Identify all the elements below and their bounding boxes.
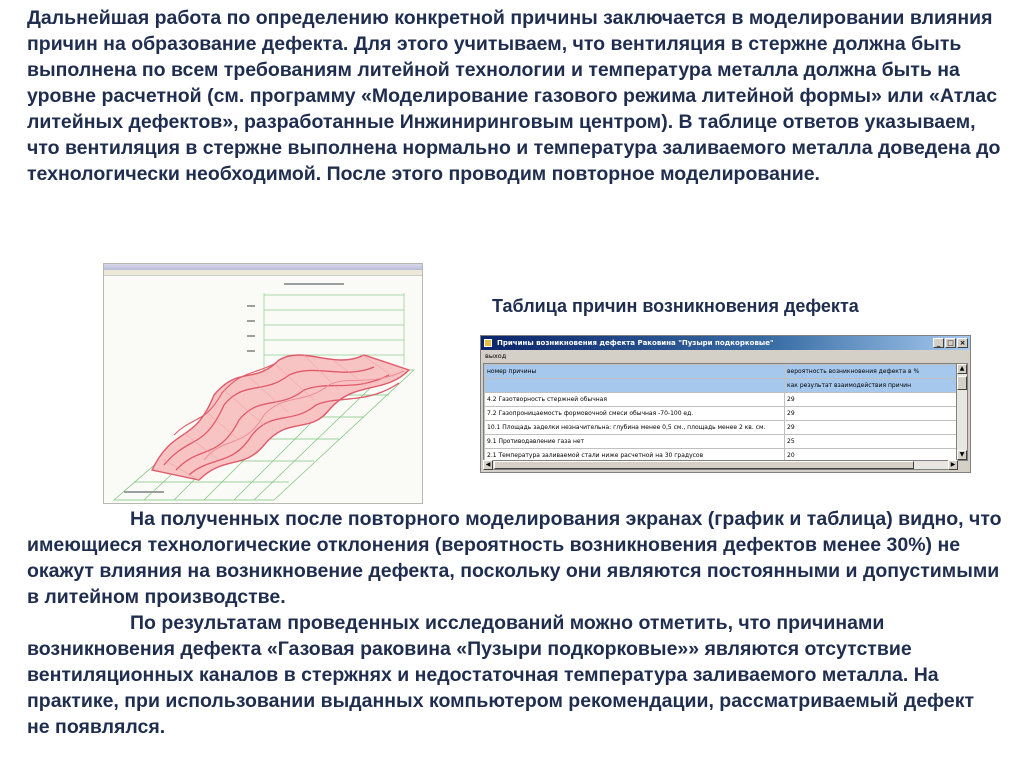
intro-paragraph: Дальнейшая работа по определению конкретной причины заключается в моделировании влияния причин на образование дефекта. Для этого учитываем, что вентиляция в стержне должна быть выполнена по всем требованиям литейной технологии и температура металла должна быть на уровне расчетной (см. программу «Моделирование газового режима литейной формы» или «Атлас литейных дефектов», разработанные Инжиниринговым центром). В таблице ответов указываем, что вентиляция в стержне выполнена нормально и температура заливаемого металла доведена до технологически необходимой. После этого проводим повторное моделирование. — [27, 7, 1001, 185]
header-cause-number: номер причины — [485, 365, 785, 379]
surface-plot — [104, 275, 423, 504]
maximize-button[interactable]: □ — [945, 338, 956, 348]
app-icon — [484, 339, 492, 347]
window-title: Причины возникновения дефекта Раковина "Пузыри подкорковые" — [497, 339, 774, 347]
table-caption: Таблица причин возникновения дефекта — [492, 296, 859, 316]
cause-cell: 10.1 Площадь заделки незначительна: глубина менее 0,5 см., площадь менее 2 кв. см. — [485, 421, 785, 435]
minimize-button[interactable]: _ — [933, 338, 944, 348]
table-header-row — [485, 379, 957, 393]
table-row[interactable] — [485, 421, 957, 435]
scroll-right-arrow-icon[interactable]: ▶ — [948, 460, 958, 470]
window-menubar — [481, 350, 970, 362]
causes-table — [483, 363, 958, 461]
horizontal-scrollbar[interactable] — [483, 460, 958, 470]
scroll-left-arrow-icon[interactable]: ◀ — [483, 460, 493, 470]
conclusion-text — [27, 506, 1002, 740]
probability-cell: 20 — [785, 449, 957, 462]
window-titlebar — [481, 336, 970, 350]
horizontal-scroll-thumb[interactable] — [494, 461, 914, 469]
probability-cell: 29 — [785, 407, 957, 421]
scroll-up-arrow-icon[interactable]: ▲ — [957, 364, 967, 374]
table-row[interactable] — [485, 407, 957, 421]
cause-cell: 4.2 Газотворность стержней обычная — [485, 393, 785, 407]
probability-cell: 29 — [785, 393, 957, 407]
vertical-scroll-thumb[interactable] — [957, 376, 967, 390]
vertical-scrollbar[interactable] — [956, 363, 968, 461]
table-row[interactable] — [485, 393, 957, 407]
cause-cell: 7.2 Газопроницаемость формовочной смеси обычная -70-100 ед. — [485, 407, 785, 421]
conclusion-paragraph-2: По результатам проведенных исследований можно отметить, что причинами возникновения дефекта «Газовая раковина «Пузыри подкорковые»» являются отсутствие вентиляционных каналов в стержнях и недостаточная температура заливаемого металла. На практике, при использовании выданных компьютером рекомендации, рассматриваемый дефект не появлялся. — [27, 612, 975, 738]
header-probability: вероятность возникновения дефекта в % — [785, 365, 957, 379]
probability-cell: 25 — [785, 435, 957, 449]
surface-chart-screenshot — [103, 263, 423, 504]
table-row[interactable] — [485, 435, 957, 449]
scroll-down-arrow-icon[interactable]: ▼ — [957, 450, 967, 460]
menu-exit[interactable]: выход — [485, 352, 507, 360]
header-probability-sub: как результат взаимодействия причин — [785, 379, 957, 393]
conclusion-paragraph-1: На полученных после повторного моделирования экранах (график и таблица) видно, что имеющиеся технологические отклонения (вероятность возникновения дефектов менее 30%) не окажут влияния на возникновение дефекта, поскольку они являются постоянными и допустимыми в литейном производстве. — [27, 508, 1002, 608]
defect-causes-window — [480, 335, 971, 473]
table-header-row — [485, 365, 957, 379]
probability-cell: 29 — [785, 421, 957, 435]
close-button[interactable]: × — [957, 338, 968, 348]
cause-cell: 2.1 Температура заливаемой стали ниже расчетной на 30 градусов — [485, 449, 785, 462]
cause-cell: 9.1 Противодавление газа нет — [485, 435, 785, 449]
